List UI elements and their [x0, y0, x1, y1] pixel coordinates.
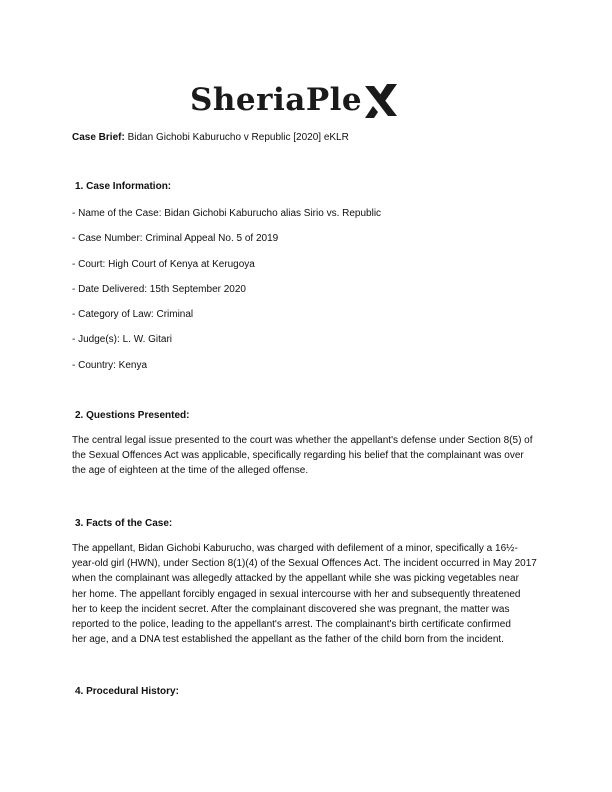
- questions-paragraph: [72, 433, 552, 479]
- paragraph-line: her home. The appellant forcibly engaged in sexual intercourse with her and subsequently threatened: [72, 588, 521, 600]
- section-heading-facts: 3. Facts of the Case:: [75, 518, 173, 529]
- section-heading-questions-presented: 2. Questions Presented:: [75, 410, 190, 421]
- case-info-category: - Category of Law: Criminal: [72, 309, 194, 320]
- paragraph-line: the Sexual Offences Act was applicable, specifically regarding his belief that the complainant was over: [72, 450, 524, 462]
- case-brief-title: Bidan Gichobi Kaburucho v Republic [2020] eKLR: [124, 132, 349, 143]
- paragraph-line: The appellant, Bidan Gichobi Kaburucho, was charged with defilement of a minor, specifically a 16½-: [72, 543, 518, 554]
- paragraph-line: when the complainant was allegedly attacked by the appellant while she was picking vegetables near: [72, 573, 519, 585]
- paragraph-line: her to keep the incident secret. After the complainant discovered she was pregnant, the matter was: [72, 603, 510, 615]
- case-info-name: - Name of the Case: Bidan Gichobi Kaburucho alias Sirio vs. Republic: [72, 208, 382, 219]
- case-info-judges: - Judge(s): L. W. Gitari: [72, 334, 173, 345]
- case-brief-line: [72, 132, 349, 144]
- case-brief-label: Case Brief:: [72, 132, 125, 143]
- facts-paragraph: [72, 541, 552, 647]
- section-heading-procedural-history: 4. Procedural History:: [75, 686, 179, 697]
- paragraph-line: reported to the police, leading to the appellant's arrest. The complainant's birth certificate confirmed: [72, 619, 511, 631]
- paragraph-line: her age, and a DNA test established the appellant as the father of the child born from the incident.: [72, 634, 504, 646]
- case-info-number: - Case Number: Criminal Appeal No. 5 of 2019: [72, 233, 279, 244]
- case-info-court: - Court: High Court of Kenya at Kerugoya: [72, 259, 255, 270]
- case-info-country: - Country: Kenya: [72, 360, 148, 371]
- case-info-date: - Date Delivered: 15th September 2020: [72, 284, 246, 295]
- sheriaplex-logo: [190, 78, 430, 122]
- section-heading-case-information: 1. Case Information:: [75, 181, 172, 192]
- logo-x-mark-icon: [363, 82, 399, 120]
- paragraph-line: the age of eighteen at the time of the alleged offense.: [72, 465, 309, 477]
- paragraph-line: year-old girl (HWN), under Section 8(1)(4) of the Sexual Offences Act. The incident occurred in May 2017: [72, 558, 537, 570]
- paragraph-line: The central legal issue presented to the court was whether the appellant's defense under Section 8(5) of: [72, 435, 533, 446]
- logo-text: SheriaPle: [190, 82, 363, 118]
